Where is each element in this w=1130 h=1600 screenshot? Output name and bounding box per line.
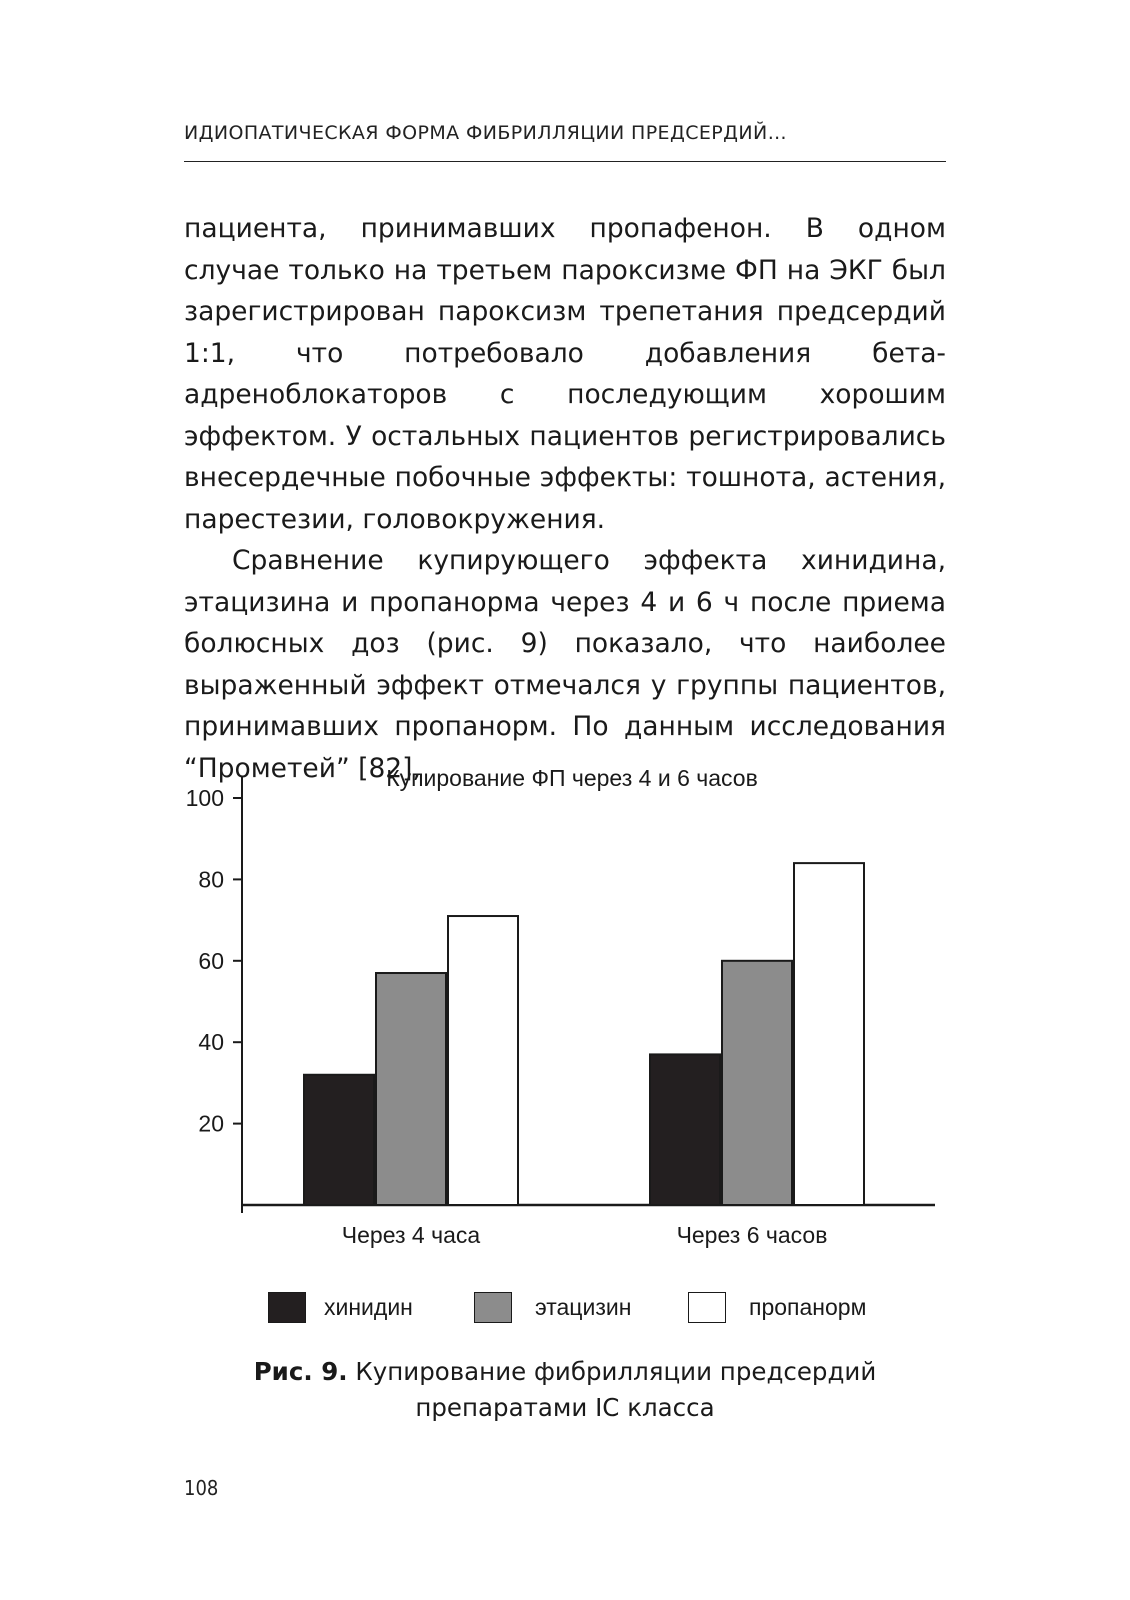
bar <box>304 1075 374 1205</box>
figure-caption <box>184 1354 946 1426</box>
y-tick-label: 100 <box>185 785 224 811</box>
caption-text: Купирование фибрилляции предсердий препаратами IC класса <box>355 1357 877 1422</box>
bar <box>376 973 446 1205</box>
body-text <box>184 208 946 789</box>
chart-legend <box>0 1288 1130 1328</box>
page-number: 108 <box>184 1476 219 1500</box>
y-tick-label: 20 <box>198 1110 224 1137</box>
y-tick-label: 80 <box>198 866 224 893</box>
legend-label-propanorm: пропанорм <box>749 1294 867 1320</box>
running-head: ИДИОПАТИЧЕСКАЯ ФОРМА ФИБРИЛЛЯЦИИ ПРЕДСЕРДИЙ… <box>184 122 788 144</box>
paragraph-1: пациента, принимавших пропафенон. В одном случае только на третьем пароксизме ФП на ЭКГ был зарегистрирован пароксизм трепетания предсердий 1:1, что потребовало добавления бета-адреноблокаторов с последующим хорошим эффектом. У остальных пациентов регистрировались внесердечные побочные эффекты: тошнота, астения, парестезии, головокружения. <box>184 213 946 535</box>
paragraph-2: Сравнение купирующего эффекта хинидина, этацизина и пропанорма через 4 и 6 ч после приема болюсных доз (рис. 9) показало, что наиболее выраженный эффект отмечался у группы пациентов, принимавших пропанорм. По данным исследования “Прометей” [82], <box>184 545 946 784</box>
chart-title: Купирование ФП через 4 и 6 часов <box>386 765 758 791</box>
y-tick-label: 60 <box>198 947 224 974</box>
legend-label-etacizin: этацизин <box>535 1294 632 1320</box>
legend-swatch-etacizin <box>474 1292 512 1323</box>
legend-label-hinidin: хинидин <box>324 1294 413 1320</box>
bar <box>794 863 864 1205</box>
header-rule <box>184 161 946 162</box>
bar <box>448 916 518 1205</box>
legend-swatch-propanorm <box>688 1292 726 1323</box>
y-tick-label: 40 <box>198 1029 224 1056</box>
legend-swatch-hinidin <box>268 1292 306 1323</box>
bar <box>722 961 792 1205</box>
x-category-label: Через 4 часа <box>341 1222 481 1248</box>
bar <box>650 1054 720 1205</box>
x-category-label: Через 6 часов <box>676 1222 828 1248</box>
caption-label: Рис. 9. <box>253 1357 348 1386</box>
